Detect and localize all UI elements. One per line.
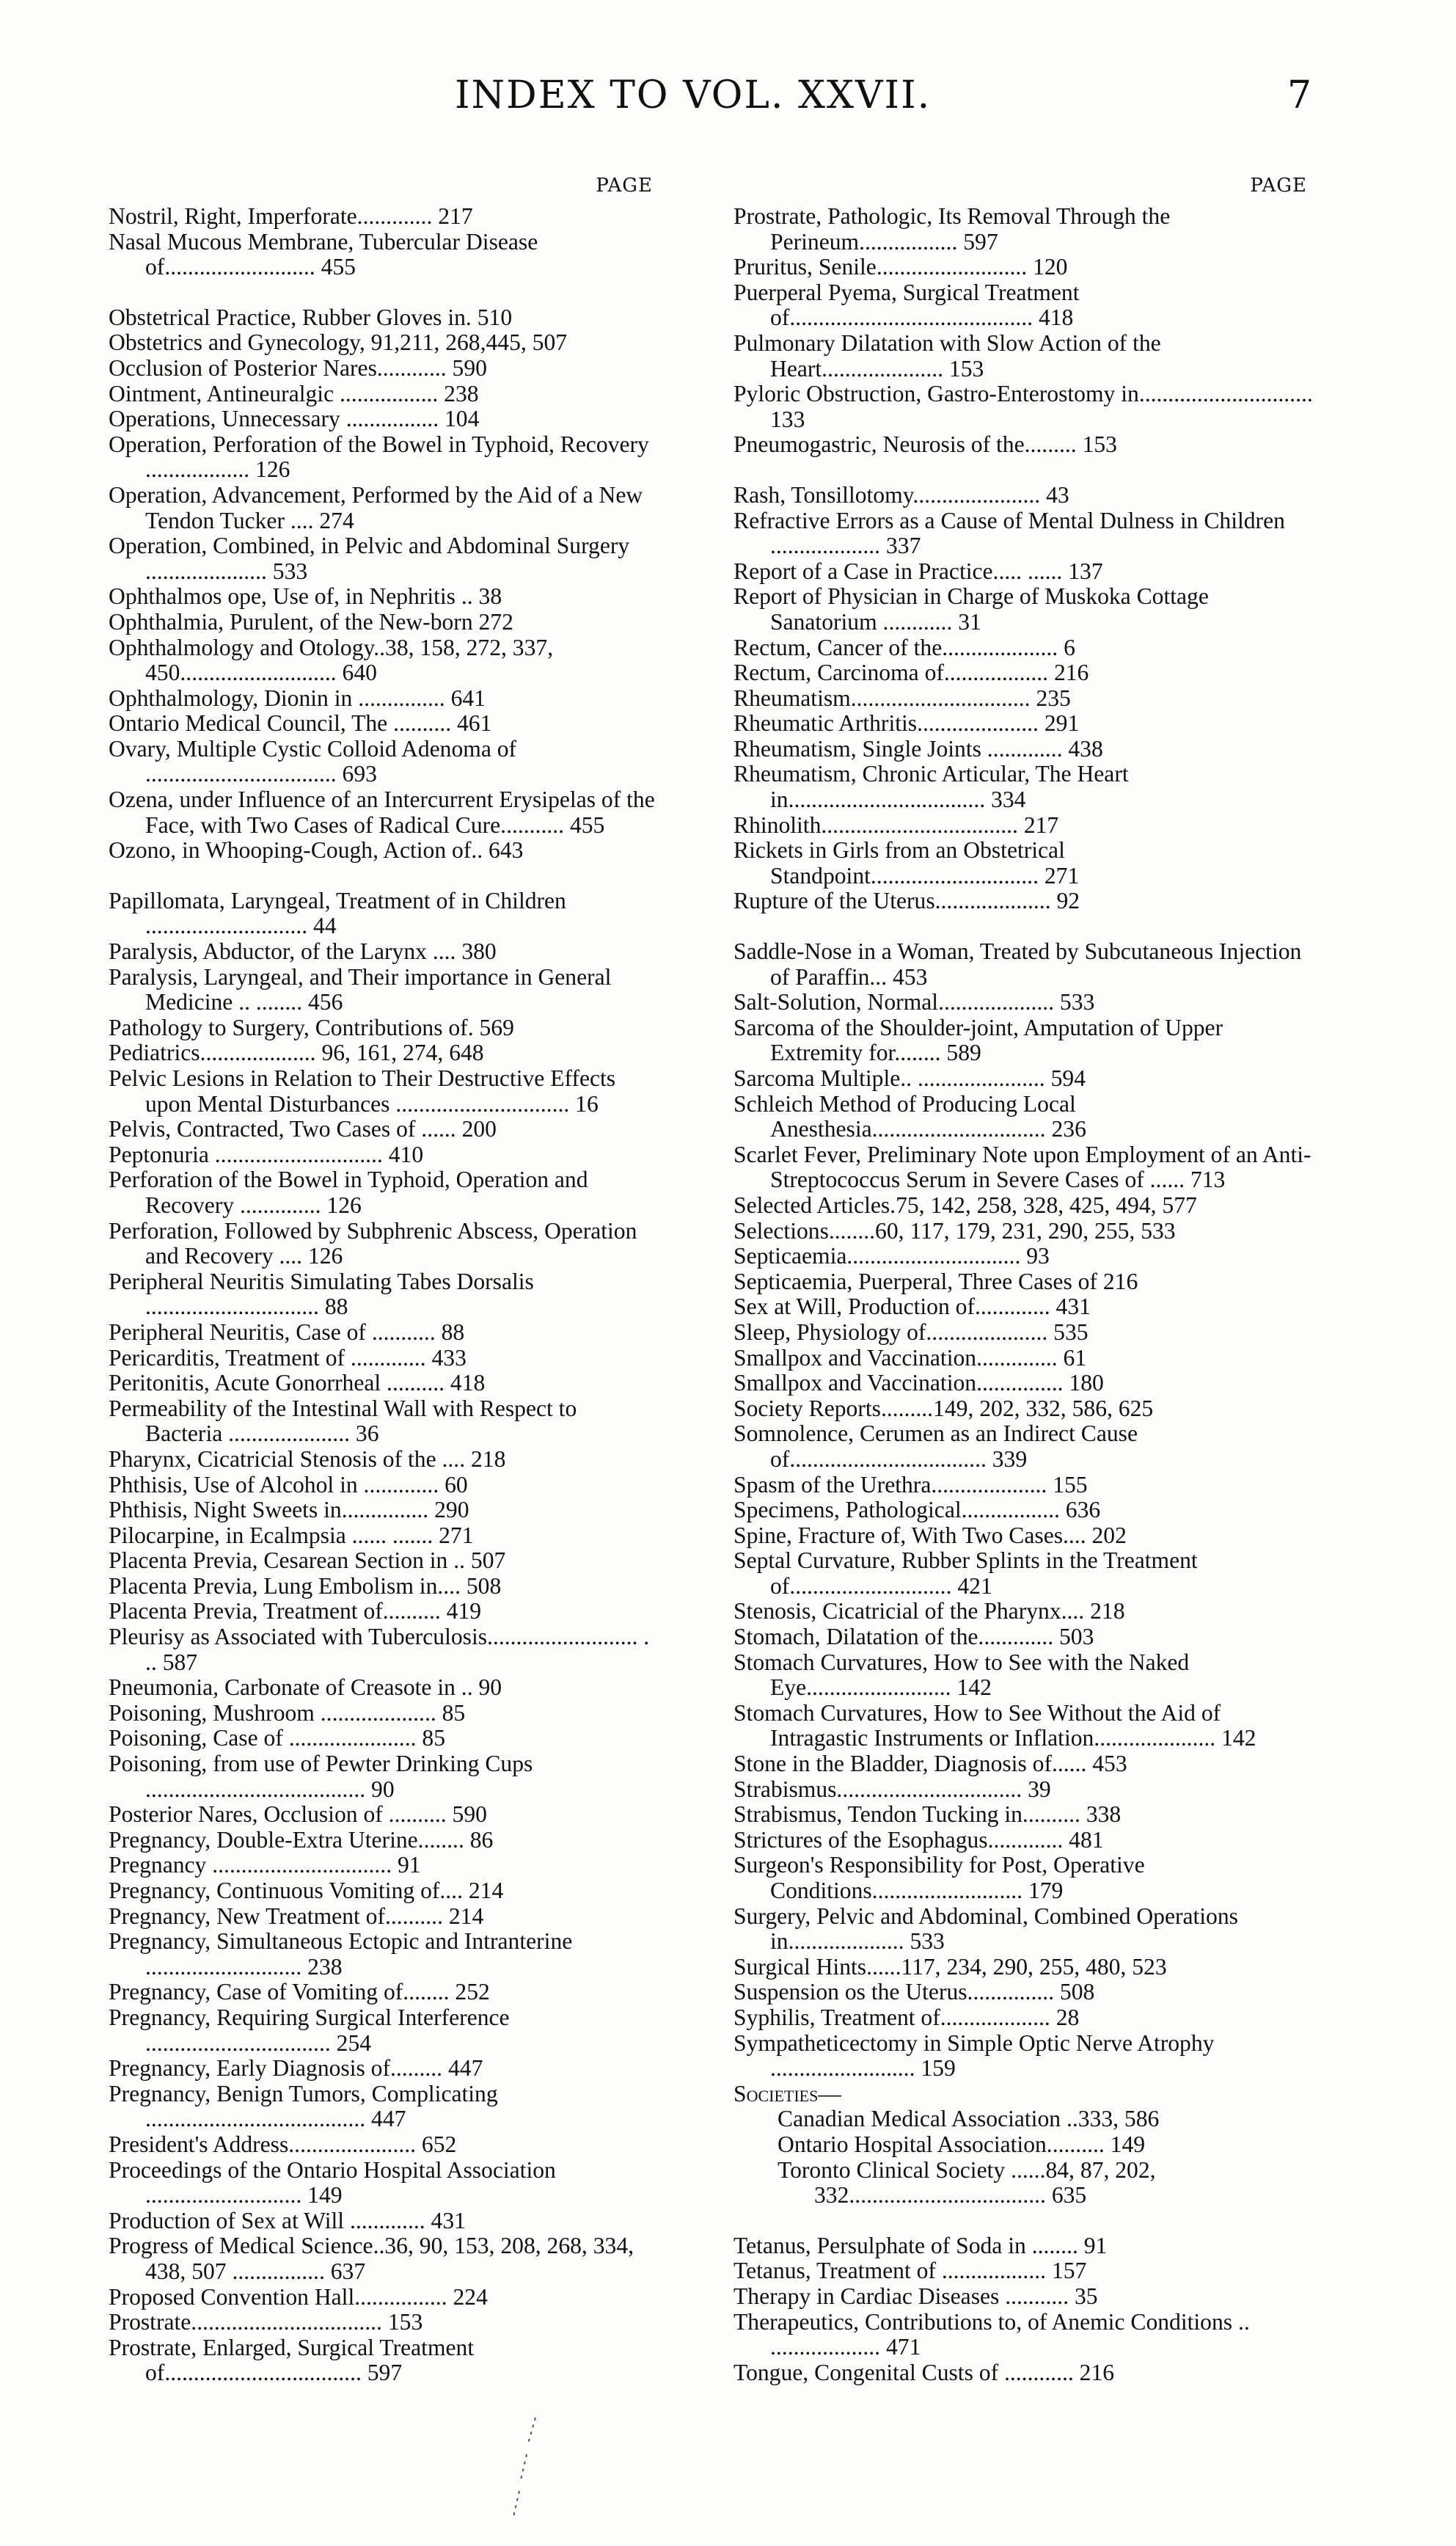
index-entry: Ontario Medical Council, The .......... 461: [109, 710, 492, 737]
index-entry: Rheumatism, Single Joints ............. 438: [734, 735, 1103, 762]
index-entry: Prostrate................................. 153: [109, 2309, 423, 2335]
index-entry: Pregnancy, Requiring Surgical Interference ................................ 254: [109, 2004, 510, 2056]
index-entry: Strictures of the Esophagus............. 481: [734, 1826, 1104, 1853]
index-entry: Pilocarpine, in Ecalmpsia ...... ....... 271: [109, 1522, 474, 1548]
index-entry: Pelvic Lesions in Relation to Their Destructive Effects upon Mental Disturbances .............................. 16: [109, 1065, 616, 1117]
index-entry: Pregnancy, Benign Tumors, Complicating ...................................... 447: [109, 2080, 498, 2132]
index-entry: Surgical Hints......117, 234, 290, 255, 480, 523: [734, 1953, 1167, 1980]
index-entry: Somnolence, Cerumen as an Indirect Cause of.................................. 339: [734, 1420, 1138, 1472]
index-entry: Surgery, Pelvic and Abdominal, Combined Operations in.................... 533: [734, 1903, 1238, 1955]
index-entry: Paralysis, Abductor, of the Larynx .... 380: [109, 938, 497, 965]
index-entry: Septal Curvature, Rubber Splints in the Treatment of............................ 421: [734, 1547, 1198, 1599]
index-entry: Strabismus, Tendon Tucking in.......... 338: [734, 1801, 1122, 1828]
index-entry: Ovary, Multiple Cystic Colloid Adenoma of ................................. 693: [109, 735, 517, 787]
index-entry: Nasal Mucous Membrane, Tubercular Disease of.......................... 455: [109, 228, 538, 280]
index-entry: Perforation of the Bowel in Typhoid, Operation and Recovery .............. 126: [109, 1167, 588, 1218]
index-entry: Production of Sex at Will ............. 431: [109, 2207, 466, 2233]
index-column-right: [734, 175, 1313, 2385]
index-entry: Report of Physician in Charge of Muskoka Cottage Sanatorium ............ 31: [734, 583, 1209, 635]
index-entry: Proceedings of the Ontario Hospital Association ........................... 149: [109, 2156, 556, 2208]
index-entry: Syphilis, Treatment of................... 28: [734, 2004, 1080, 2030]
index-entry: Proposed Convention Hall................ 224: [109, 2283, 488, 2310]
index-entry: Surgeon's Responsibility for Post, Operative Conditions.......................... 179: [734, 1852, 1145, 1903]
index-entry: Tongue, Congenital Custs of ............ 216: [734, 2359, 1115, 2385]
index-entry: Phthisis, Night Sweets in............... 290: [109, 1497, 469, 1523]
index-entry: Pulmonary Dilatation with Slow Action of the Heart..................... 153: [734, 329, 1161, 382]
index-entry: Operation, Advancement, Performed by the Aid of a New Tendon Tucker .... 274: [109, 481, 643, 533]
index-entry: Placenta Previa, Cesarean Section in .. 507: [109, 1547, 506, 1574]
index-entry: Rash, Tonsillotomy...................... 43: [734, 481, 1069, 508]
index-entry: Pharynx, Cicatricial Stenosis of the .... 218: [109, 1445, 506, 1472]
index-entry: Pelvis, Contracted, Two Cases of ...... 200: [109, 1116, 497, 1142]
index-entry: Obstetrics and Gynecology, 91,211, 268,445, 507: [109, 329, 568, 356]
index-entry: Placenta Previa, Treatment of.......... 419: [109, 1598, 482, 1624]
index-entry: Stomach Curvatures, How to See with the Naked Eye......................... 142: [734, 1649, 1190, 1701]
index-entry: Paralysis, Laryngeal, and Their importance in General Medicine .. ........ 456: [109, 963, 612, 1015]
index-entry: Pneumonia, Carbonate of Creasote in .. 90: [109, 1674, 502, 1701]
index-entry: Pericarditis, Treatment of ............. 433: [109, 1344, 467, 1371]
index-entry: Selections........60, 117, 179, 231, 290, 255, 533: [734, 1217, 1176, 1244]
index-entry: Ozena, under Influence of an Intercurrent Erysipelas of the Face, with Two Cases of Radical Cure........... 455: [109, 787, 655, 838]
index-entry: Posterior Nares, Occlusion of .......... 590: [109, 1801, 487, 1828]
index-entry: Peritonitis, Acute Gonorrheal .......... 418: [109, 1370, 486, 1396]
index-entry: Poisoning, from use of Pewter Drinking Cups ...................................... 90: [109, 1751, 533, 1802]
index-entry: Pregnancy ............................... 91: [109, 1852, 421, 1878]
index-entry: Selected Articles.75, 142, 258, 328, 425, 494, 577: [734, 1192, 1197, 1218]
page-column-label: PAGE: [1250, 175, 1307, 197]
index-entry: Report of a Case in Practice..... ...... 137: [734, 558, 1103, 584]
index-entry: Specimens, Pathological................. 636: [734, 1497, 1101, 1523]
index-entry: Sex at Will, Production of............. 431: [734, 1294, 1091, 1320]
index-entry: Papillomata, Laryngeal, Treatment of in Children ............................ 44: [109, 887, 566, 939]
index-entry: Perforation, Followed by Subphrenic Abscess, Operation and Recovery .... 126: [109, 1217, 637, 1269]
index-entry: Rupture of the Uterus.................... 92: [734, 888, 1080, 914]
index-entry: Ointment, Antineuralgic ................. 238: [109, 380, 479, 406]
index-entry: Rectum, Carcinoma of.................. 216: [734, 660, 1089, 686]
index-section-heading: Societies—: [734, 2080, 841, 2107]
index-entry: Ophthalmology and Otology..38, 158, 272, 337, 450........................... 640: [109, 634, 554, 686]
index-entry: Salt-Solution, Normal.................... 533: [734, 989, 1095, 1015]
index-entry: Pregnancy, Early Diagnosis of......... 447: [109, 2055, 483, 2082]
index-entry: Obstetrical Practice, Rubber Gloves in. 510: [109, 304, 513, 330]
index-entry: Pathology to Surgery, Contributions of. 569: [109, 1014, 514, 1040]
index-entry: Rickets in Girls from an Obstetrical Standpoint............................. 271: [734, 837, 1080, 889]
index-entry: Smallpox and Vaccination.............. 61: [734, 1344, 1087, 1371]
index-entry: Sarcoma of the Shoulder-joint, Amputation of Upper Extremity for........ 589: [734, 1014, 1223, 1066]
index-entry: Therapeutics, Contributions to, of Anemic Conditions .. ................... 471: [734, 2308, 1250, 2360]
index-entry: Stomach Curvatures, How to See Without the Aid of Intragastic Instruments or Inflation..................... 142: [734, 1699, 1256, 1751]
index-entry: Ontario Hospital Association.......... 149: [778, 2131, 1146, 2157]
index-entry: Peptonuria ............................. 410: [109, 1141, 424, 1167]
index-entry: Permeability of the Intestinal Wall with Respect to Bacteria ..................... 36: [109, 1395, 577, 1447]
index-entry: Rectum, Cancer of the.................... 6: [734, 634, 1075, 660]
index-entry: Rheumatic Arthritis..................... 291: [734, 710, 1080, 737]
index-entry: Pediatrics.................... 96, 161, 274, 648: [109, 1040, 484, 1066]
index-entry: Septicaemia, Puerperal, Three Cases of 216: [734, 1268, 1138, 1294]
index-entry: Schleich Method of Producing Local Anesthesia.............................. 236: [734, 1090, 1086, 1142]
index-entry: Sleep, Physiology of..................... 535: [734, 1318, 1089, 1345]
index-entry: Occlusion of Posterior Nares............ 590: [109, 354, 487, 381]
index-entry: Sympatheticectomy in Simple Optic Nerve Atrophy ......................... 159: [734, 2029, 1215, 2082]
index-entry: Stomach, Dilatation of the............. 503: [734, 1624, 1094, 1650]
index-entry: Pregnancy, Double-Extra Uterine........ 86: [109, 1826, 494, 1853]
index-entry: Stenosis, Cicatricial of the Pharynx.... 218: [734, 1598, 1125, 1624]
index-entry: Spasm of the Urethra.................... 155: [734, 1471, 1088, 1498]
index-entry: Toronto Clinical Society ......84, 87, 202, 332.................................. 635: [778, 2156, 1156, 2208]
index-entry: Pregnancy, Case of Vomiting of........ 252: [109, 1979, 490, 2005]
index-entry: Phthisis, Use of Alcohol in ............. 60: [109, 1471, 468, 1498]
index-entry: Saddle-Nose in a Woman, Treated by Subcutaneous Injection of Paraffin... 453: [734, 938, 1302, 990]
index-entry: Pregnancy, Simultaneous Ectopic and Intranterine ........................... 238: [109, 1928, 573, 1980]
index-entry: Placenta Previa, Lung Embolism in.... 508: [109, 1572, 502, 1599]
index-entry: Septicaemia.............................. 93: [734, 1243, 1050, 1269]
index-entry: Suspension os the Uterus............... 508: [734, 1979, 1095, 2005]
index-entry: Progress of Medical Science..36, 90, 153, 208, 268, 334, 438, 507 ................ 637: [109, 2233, 634, 2284]
index-entry: Pyloric Obstruction, Gastro-Enterostomy in.............................. 133: [734, 381, 1313, 432]
index-entry: Ozono, in Whooping-Cough, Action of.. 643: [109, 837, 524, 864]
page-number: 7: [1287, 73, 1312, 117]
running-title: INDEX TO VOL. XXVII.: [455, 73, 932, 117]
index-entry: Tetanus, Persulphate of Soda in ........ 91: [734, 2232, 1108, 2258]
index-entry: Society Reports.........149, 202, 332, 586, 625: [734, 1395, 1154, 1421]
index-entry: Rhinolith.................................. 217: [734, 811, 1059, 838]
index-entry: Pleurisy as Associated with Tuberculosis.......................... . .. 587: [109, 1624, 650, 1675]
page-header: [0, 73, 1456, 132]
index-column-left: [109, 175, 659, 2386]
index-entry: President's Address...................... 652: [109, 2131, 457, 2157]
index-entry: Refractive Errors as a Cause of Mental Dulness in Children ................... 337: [734, 507, 1285, 559]
index-entry: Smallpox and Vaccination............... 180: [734, 1370, 1104, 1396]
index-entry: Prostrate, Pathologic, Its Removal Through the Perineum................. 597: [734, 203, 1171, 255]
index-entry: Canadian Medical Association ..333, 586: [778, 2106, 1160, 2132]
index-entry: Ophthalmos ope, Use of, in Nephritis .. 38: [109, 583, 502, 610]
index-entry: Operation, Perforation of the Bowel in Typhoid, Recovery .................. 126: [109, 431, 649, 483]
index-entry: Pneumogastric, Neurosis of the......... 153: [734, 431, 1117, 458]
index-entry: Prostrate, Enlarged, Surgical Treatment of.................................. 597: [109, 2334, 475, 2386]
index-entry: Peripheral Neuritis Simulating Tabes Dorsalis .............................. 88: [109, 1268, 534, 1320]
pencil-mark: [506, 2414, 550, 2524]
index-entry: Pregnancy, Continuous Vomiting of.... 214: [109, 1878, 504, 1903]
index-entry: Rheumatism............................... 235: [734, 685, 1071, 711]
index-entry: Scarlet Fever, Preliminary Note upon Employment of an Anti-Streptococcus Serum in Severe Cases of ...... 713: [734, 1141, 1312, 1193]
index-entry: Pregnancy, New Treatment of.......... 214: [109, 1903, 484, 1929]
index-entry: Ophthalmia, Purulent, of the New-born 272: [109, 608, 513, 635]
index-entry: Rheumatism, Chronic Articular, The Heart in.................................. 334: [734, 761, 1129, 813]
index-entry: Strabismus................................ 39: [734, 1776, 1051, 1802]
index-entry: Poisoning, Mushroom .................... 85: [109, 1699, 466, 1726]
index-entry: Nostril, Right, Imperforate............. 217: [109, 203, 473, 229]
index-entry: Poisoning, Case of ...................... 85: [109, 1725, 445, 1751]
index-entry: Spine, Fracture of, With Two Cases.... 202: [734, 1522, 1127, 1548]
index-entry: Operation, Combined, in Pelvic and Abdominal Surgery ..................... 533: [109, 533, 630, 584]
index-entry: Puerperal Pyema, Surgical Treatment of.......................................... 418: [734, 279, 1080, 331]
index-entry: Operations, Unnecessary ................ 104: [109, 406, 480, 432]
index-entry: Peripheral Neuritis, Case of ........... 88: [109, 1318, 465, 1345]
index-entry: Ophthalmology, Dionin in ............... 641: [109, 685, 486, 711]
index-entry: Therapy in Cardiac Diseases ........... 35: [734, 2283, 1098, 2309]
index-entry: Sarcoma Multiple.. ...................... 594: [734, 1065, 1086, 1091]
index-entry: Pruritus, Senile.......................... 120: [734, 254, 1068, 280]
page-column-label: PAGE: [596, 175, 653, 197]
index-entry: Stone in the Bladder, Diagnosis of...... 453: [734, 1751, 1127, 1777]
index-entry: Tetanus, Treatment of .................. 157: [734, 2258, 1087, 2284]
